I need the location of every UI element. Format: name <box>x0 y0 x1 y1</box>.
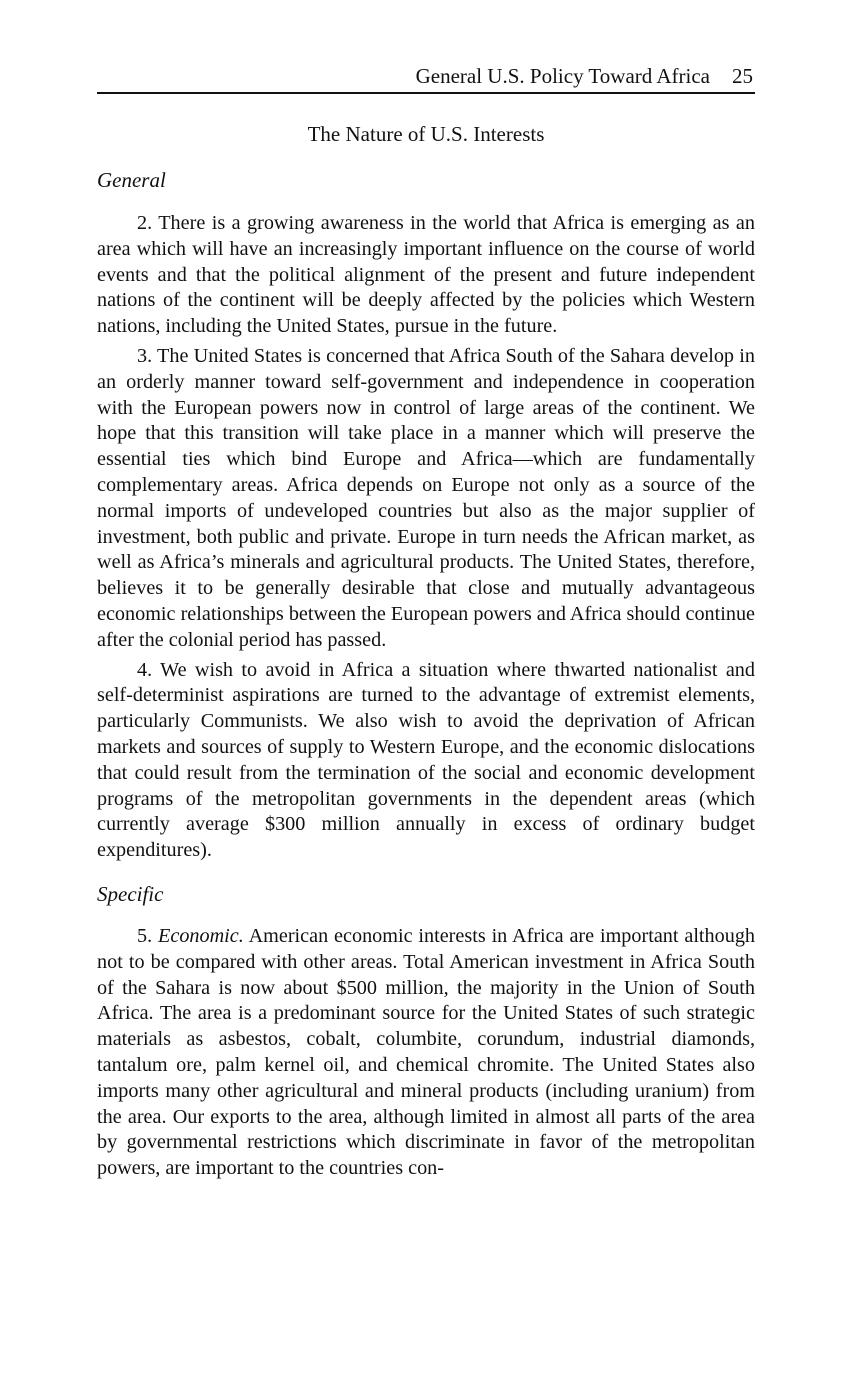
paragraph-4: 4. We wish to avoid in Africa a situation where thwarted nationalist and self-determinist aspirations are turned to the advantage of extremist elements, particularly Communists. We also wish to avoid the deprivation of African markets and sources of supply to Western Europe, and the economic dislocations that could result from the termination of the social and economic development programs of the metropolitan governments in the dependent areas (which currently average $300 million annually in excess of ordinary budget expenditures). <box>97 658 755 862</box>
subheading-general: General <box>97 168 166 192</box>
running-header <box>97 62 755 94</box>
paragraph-5-lead: Economic. <box>158 924 244 947</box>
paragraph-5-number: 5. <box>137 924 153 947</box>
paragraph-5 <box>97 924 755 1182</box>
paragraph-5-body: American economic interests in Africa are important although not to be compared with other areas. Total American investment in Africa South of the Sahara is now about $500 million, the majority in the Union of South Africa. The area is a predominant source for the United States of such strategic materials as asbestos, cobalt, columbite, corundum, industrial diamonds, tantalum ore, palm kernel oil, and chemical chromite. The United States also imports many other agricultural and mineral products (including uranium) from the area. Our exports to the area, although limited in almost all parts of the area by governmental restrictions which discriminate in favor of the metropolitan powers, are important to the countries con- <box>97 924 756 1180</box>
subheading-specific: Specific <box>97 881 164 906</box>
section-title: The Nature of U.S. Interests <box>307 122 545 146</box>
paragraph-2: 2. There is a growing awareness in the world that Africa is emerging as an area which will have an increasingly important influence on the course of world events and that the political alignment of the present and future independent nations of the continent will be deeply affected by the policies which Western nations, including the United States, pursue in the future. <box>97 212 755 338</box>
page-number: 25 <box>732 64 753 88</box>
book-page <box>97 62 755 1182</box>
paragraph-3: 3. The United States is concerned that Africa South of the Sahara develop in an orderly manner toward self-government and independence in cooperation with the European powers now in control of large areas of the continent. We hope that this transition will take place in a manner which will preserve the essential ties which bind Europe and Africa—which are fundamentally complementary areas. Africa depends on Europe not only as a source of the normal imports of undeveloped countries but also as the major supplier of investment, both public and private. Europe in turn needs the African market, as well as Africa’s minerals and agricultural products. The United States, therefore, believes it to be generally desirable that close and mutually advantageous economic relationships between the European powers and Africa should continue after the colonial period has passed. <box>97 344 755 651</box>
running-title: General U.S. Policy Toward Africa <box>415 64 710 88</box>
